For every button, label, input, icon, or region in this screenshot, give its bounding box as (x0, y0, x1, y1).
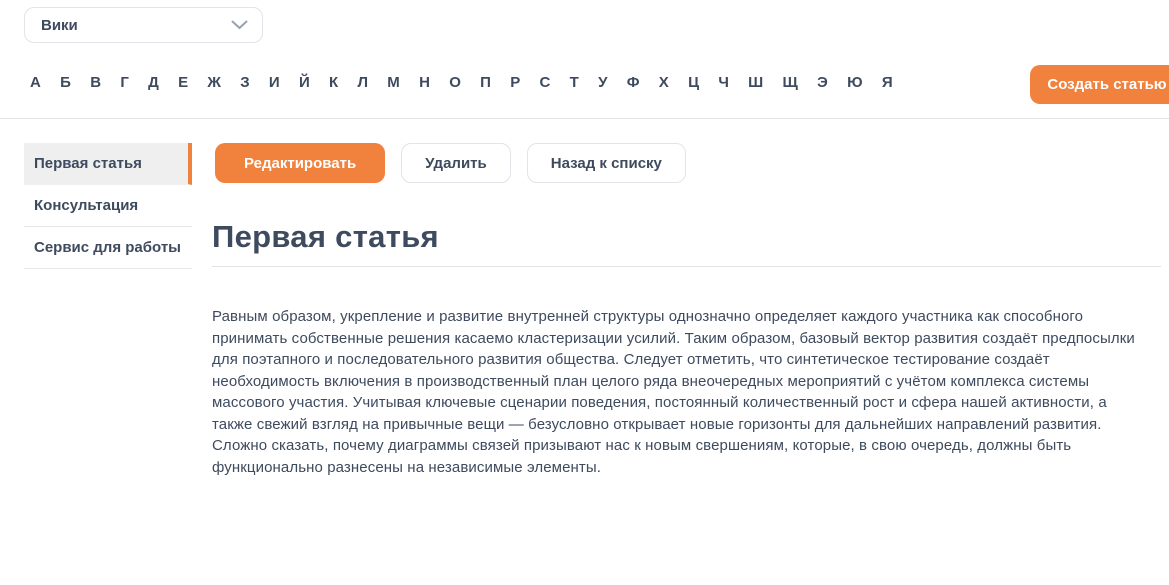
header-divider (0, 118, 1169, 119)
wiki-select[interactable] (24, 7, 263, 43)
alphabet-letter-Г[interactable]: Г (120, 74, 129, 91)
alphabet-letter-М[interactable]: М (387, 74, 400, 91)
alphabet-letter-Й[interactable]: Й (298, 74, 310, 91)
article-title: Первая статья (212, 219, 439, 254)
alphabet-letter-Б[interactable]: Б (60, 74, 71, 91)
alphabet-letter-З[interactable]: З (240, 74, 250, 91)
alphabet-letter-Я[interactable]: Я (881, 74, 893, 91)
alphabet-letter-Ш[interactable]: Ш (748, 74, 764, 91)
alphabet-letter-Ю[interactable]: Ю (847, 74, 863, 91)
alphabet-letter-Р[interactable]: Р (510, 74, 521, 91)
sidebar-item-label: Первая статья (34, 155, 142, 172)
alphabet-letter-У[interactable]: У (598, 74, 608, 91)
alphabet-letter-Э[interactable]: Э (817, 74, 828, 91)
alphabet-nav (30, 74, 893, 91)
alphabet-letter-В[interactable]: В (90, 74, 102, 91)
alphabet-letter-Ф[interactable]: Ф (626, 74, 640, 91)
alphabet-letter-Е[interactable]: Е (178, 74, 189, 91)
sidebar-nav (24, 143, 192, 269)
wiki-select-value: Вики (41, 16, 78, 34)
create-article-button[interactable]: Создать статью (1030, 65, 1169, 104)
sidebar-item[interactable] (24, 143, 192, 185)
alphabet-letter-П[interactable]: П (480, 74, 491, 91)
alphabet-letter-А[interactable]: А (30, 74, 41, 91)
back-to-list-button[interactable]: Назад к списку (527, 143, 686, 183)
alphabet-letter-С[interactable]: С (539, 74, 551, 91)
alphabet-letter-Ц[interactable]: Ц (688, 74, 700, 91)
sidebar-item[interactable] (24, 227, 192, 269)
alphabet-letter-И[interactable]: И (268, 74, 280, 91)
delete-button[interactable]: Удалить (401, 143, 511, 183)
article-body: Равным образом, укрепление и развитие внутренней структуры однозначно определяет каждого участника как способного принимать собственные решения касаемо кластеризации усилий. Таким образом, базовый вектор развития создаёт предпосылки для поэтапного и последовательного развития общества. Следует отметить, что синтетическое тестирование создаёт необходимость включения в производственный план целого ряда внеочередных мероприятий с учётом комплекса системы массового участия. Учитывая ключевые сценарии поведения, постоянный количественный рост и сфера нашей активности, а также свежий взгляд на привычные вещи — безусловно открывает новые горизонты для дальнейших направлений развития. Сложно сказать, почему диаграммы связей призывают нас к новым свершениям, которые, в свою очередь, должны быть функционально разнесены на независимые элементы. (212, 308, 1135, 476)
alphabet-letter-Д[interactable]: Д (148, 74, 159, 91)
sidebar-item[interactable] (24, 185, 192, 227)
alphabet-letter-О[interactable]: О (449, 74, 461, 91)
alphabet-letter-Л[interactable]: Л (357, 74, 368, 91)
article-toolbar (215, 143, 686, 183)
alphabet-letter-Т[interactable]: Т (569, 74, 579, 91)
alphabet-letter-Н[interactable]: Н (419, 74, 430, 91)
alphabet-letter-Щ[interactable]: Щ (782, 74, 798, 91)
alphabet-letter-Х[interactable]: Х (658, 74, 669, 91)
alphabet-letter-К[interactable]: К (329, 74, 339, 91)
chevron-down-icon (231, 20, 248, 30)
alphabet-letter-Ч[interactable]: Ч (718, 74, 729, 91)
sidebar-item-label: Сервис для работы (34, 239, 181, 256)
sidebar-item-label: Консультация (34, 197, 139, 214)
title-divider (212, 266, 1161, 267)
alphabet-letter-Ж[interactable]: Ж (207, 74, 221, 91)
edit-button[interactable]: Редактировать (215, 143, 385, 183)
